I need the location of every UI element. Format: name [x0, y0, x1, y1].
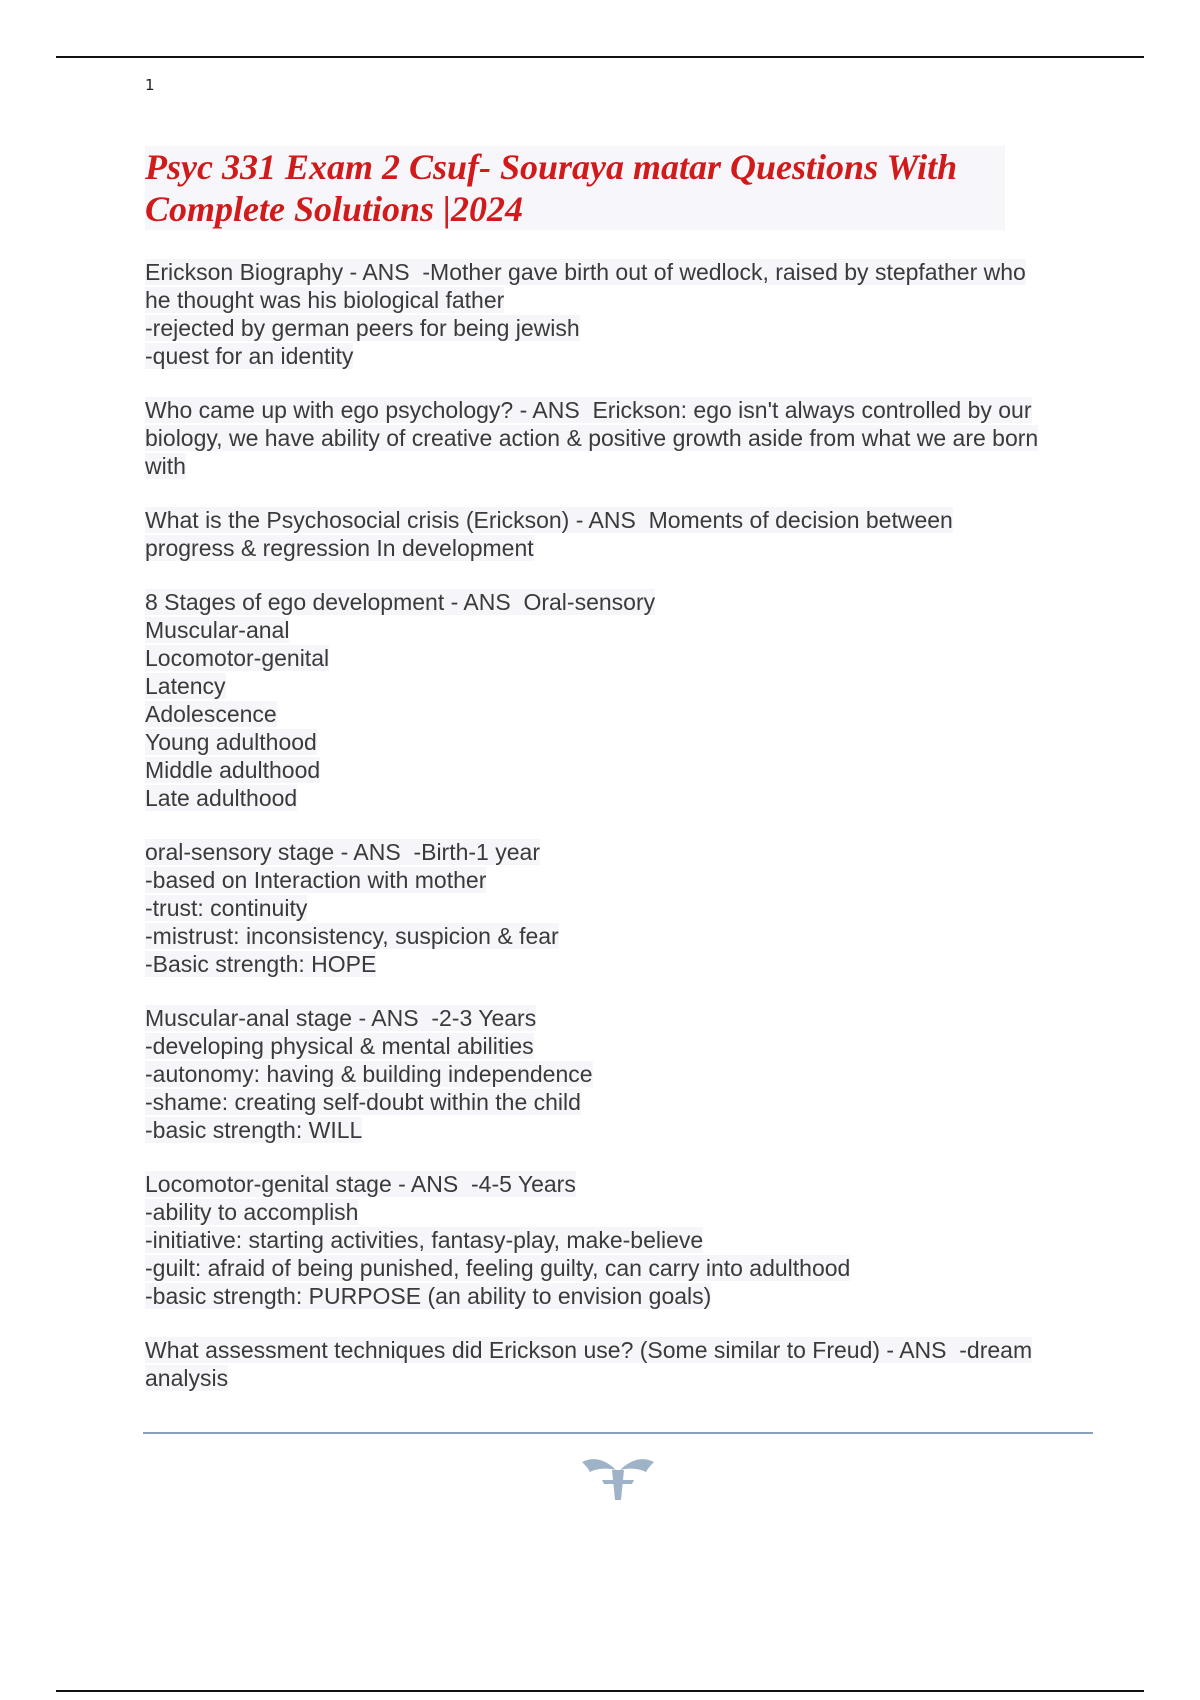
qa-line: Locomotor-genital stage - ANS -4-5 Years — [145, 1171, 576, 1197]
qa-line: progress & regression In development — [145, 535, 534, 561]
qa-line: Latency — [145, 673, 226, 699]
qa-line: -developing physical & mental abilities — [145, 1033, 534, 1059]
footer-divider — [143, 1432, 1093, 1434]
page-number: 1 — [145, 76, 155, 94]
qa-line: he thought was his biological father — [145, 287, 505, 313]
qa-line: What is the Psychosocial crisis (Erickson) - ANS Moments of decision between — [145, 507, 953, 533]
qa-line: -rejected by german peers for being jewish — [145, 315, 580, 341]
qa-entry-ego-psychology — [145, 396, 1095, 480]
qa-line: -initiative: starting activities, fantasy-play, make-believe — [145, 1227, 704, 1253]
qa-entry-muscular-anal-stage — [145, 1004, 1095, 1144]
qa-line: -shame: creating self-doubt within the child — [145, 1089, 581, 1115]
qa-line: -quest for an identity — [145, 343, 354, 369]
qa-list — [145, 258, 1095, 1418]
qa-line: analysis — [145, 1365, 229, 1391]
qa-line: -mistrust: inconsistency, suspicion & fear — [145, 923, 559, 949]
qa-entry-eight-stages — [145, 588, 1095, 812]
qa-line: Middle adulthood — [145, 757, 321, 783]
document-title: Psyc 331 Exam 2 Csuf- Souraya matar Questions With Complete Solutions |2024 — [145, 146, 1005, 230]
qa-entry-assessment-techniques — [145, 1336, 1095, 1392]
qa-entry-erickson-biography — [145, 258, 1095, 370]
qa-line: Muscular-anal stage - ANS -2-3 Years — [145, 1005, 537, 1031]
qa-line: -Basic strength: HOPE — [145, 951, 377, 977]
qa-line: Adolescence — [145, 701, 277, 727]
qa-line: biology, we have ability of creative action & positive growth aside from what we are born — [145, 425, 1039, 451]
qa-line: -trust: continuity — [145, 895, 308, 921]
bottom-divider — [56, 1690, 1144, 1692]
qa-line: -autonomy: having & building independence — [145, 1061, 593, 1087]
qa-line: -based on Interaction with mother — [145, 867, 487, 893]
qa-line: Who came up with ego psychology? - ANS Erickson: ego isn't always controlled by our — [145, 397, 1032, 423]
qa-entry-locomotor-genital-stage — [145, 1170, 1095, 1310]
qa-line: Locomotor-genital — [145, 645, 330, 671]
qa-line: What assessment techniques did Erickson use? (Some similar to Freud) - ANS -dream — [145, 1337, 1033, 1363]
qa-line: -ability to accomplish — [145, 1199, 359, 1225]
qa-line: Muscular-anal — [145, 617, 290, 643]
bird-logo-icon — [578, 1452, 658, 1504]
qa-line: 8 Stages of ego development - ANS Oral-sensory — [145, 589, 656, 615]
qa-line: oral-sensory stage - ANS -Birth-1 year — [145, 839, 540, 865]
qa-line: -basic strength: PURPOSE (an ability to envision goals) — [145, 1283, 712, 1309]
qa-entry-psychosocial-crisis — [145, 506, 1095, 562]
qa-line: -guilt: afraid of being punished, feeling guilty, can carry into adulthood — [145, 1255, 851, 1281]
qa-line: Late adulthood — [145, 785, 298, 811]
qa-line: Young adulthood — [145, 729, 317, 755]
qa-entry-oral-sensory-stage — [145, 838, 1095, 978]
qa-line: -basic strength: WILL — [145, 1117, 363, 1143]
qa-line: with — [145, 453, 186, 479]
top-divider — [56, 56, 1144, 58]
qa-line: Erickson Biography - ANS -Mother gave birth out of wedlock, raised by stepfather who — [145, 259, 1026, 285]
